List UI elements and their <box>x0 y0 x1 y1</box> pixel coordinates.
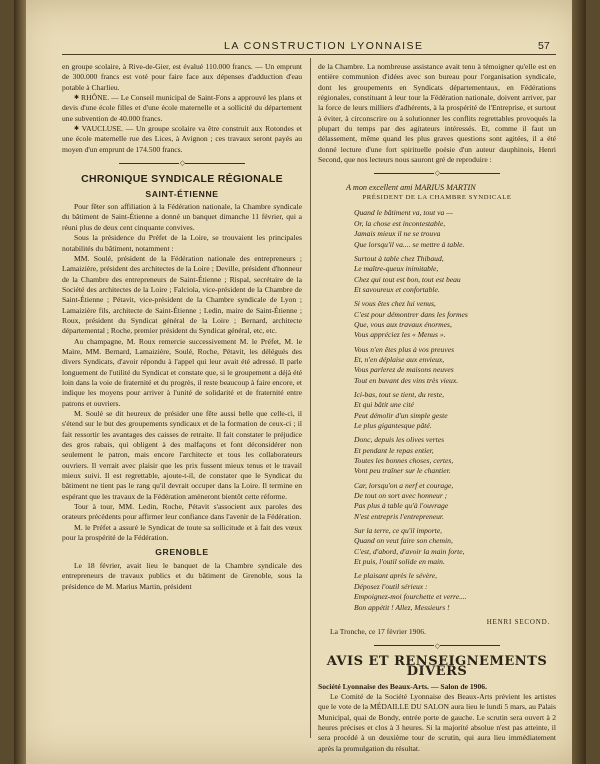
poem-line: Peut démolir d'un simple geste <box>354 410 448 420</box>
poem-line: Donc, depuis les olives vertes <box>354 435 445 445</box>
header-rule <box>62 54 556 55</box>
poem-line: Car, lorsqu'on a nerf et courage, <box>354 480 454 490</box>
poem-line: Surtout à table chez Thibaud, <box>354 253 444 263</box>
poem-line: De tout on sort avec honneur ; <box>354 491 448 501</box>
left-column <box>62 62 302 592</box>
poem-title: A mon excellent ami MARIUS MARTIN <box>346 182 476 192</box>
poem-line: C'est, d'abord, d'avoir la main forte, <box>354 546 465 556</box>
ornament-divider: ◇ <box>318 168 556 178</box>
poem-line: Et qui bâtit une cité <box>354 400 414 410</box>
page-edge-shadow <box>572 0 586 764</box>
poem-line: Le maître-queux inimitable, <box>354 264 439 274</box>
asterisk-icon: ✱ <box>74 126 80 133</box>
body-paragraph: M. Soulé se dit heureux de présider une fête aussi belle que celle-ci, il s'étend sur le but des groupements syndicaux et de la formation de ceux-ci ; il fait ressortir les avantages des caisses de retraite. Il fait constater le préjudice des gros rabais, qui obligent à des malfaçons et font déconsidérer non seulement le patron, mais encore l'architecte et tous les collaborateurs ouvriers. Il verrait avec plaisir que les prix fussent mieux tenus et le travail mieux suivi. Il est regrettable, ajoute-t-il, de constater que le Syndicat du bâtiment ne tient pas le rang qu'il devrait occuper dans la Loire. Il termine en espérant que les travaux de la Fédération amèneront bientôt cette réforme. <box>62 409 302 501</box>
poem-stanza <box>318 481 556 522</box>
section-title: AVIS ET RENSEIGNEMENTS DIVERS <box>326 653 548 680</box>
poem-line: Quand on veut faire son chemin, <box>354 536 453 546</box>
poem-line: Déposez l'outil sérieux : <box>354 581 428 591</box>
body-paragraph: Le Comité de la Société Lyonnaise des Beaux-Arts prévient les artistes que le vote de la MÉDAILLE DU SALON aura lieu le lundi 5 mars, au Palais Municipal, quai de Bondy, entrée porte de gauche. Le scrutin sera ouvert à 2 heures précises et clos à 3 heures. Si la majorité absolue n'est pas atteinte, il sera procédé à un deuxième tour de scrutin, qui aura lieu immédiatement après la promulgation du résultat. <box>318 691 556 753</box>
body-paragraph: Pour fêter son affiliation à la Fédération nationale, la Chambre syndicale du bâtiment de Saint-Étienne a donné un banquet dimanche 11 février, qui a réuni plus de deux cent cinquante convives. <box>62 202 302 232</box>
poem-stanza <box>318 345 556 386</box>
intro-paragraph: ✱ VAUCLUSE. — Un groupe scolaire va être construit aux Rotondes et une école maternelle rue des Lices, à Avignon ; ces travaux seront payés au moyen d'un emprunt de 174.500 francs. <box>62 124 302 154</box>
poem-line: Tout en buvant des vins très vieux. <box>354 375 459 385</box>
body-paragraph: de la Chambre. La nombreuse assistance avait tenu à témoigner qu'elle est en entière communion d'idées avec son bureau pour l'organisation syndicale, dont les groupements en Syndicats départementaux, en Fédérations régionales, constituant à leur tour la Fédération nationale, doivent arriver, par la force de leurs milliers d'adhérents, à la prospérité de l'Entreprise, et surtout à éviter, à circonscrire ou à solutionner les conflits regrettables provoqués la plupart du temps par des agitateurs intéressés. Et, comme il faut un délassement, même quand les plus graves questions sont agitées, il a été donné lecture d'une fort spirituelle poésie d'un auteur dauphinois, Henri Second, que nos lecteurs nous sauront gré de reproduire : <box>318 62 556 165</box>
body-paragraph: MM. Soulé, président de la Fédération nationale des entrepreneurs ; Lamaizière, président des architectes de la Loire ; Deville, président d'honneur de la Chambre des entrepreneurs de Saint-Étienne ; Rispal, secrétaire de la Société des architectes de la Loire ; Falciola, vice-président de la Chambre de Saint-Étienne ; Pétavit, vice-président de la Chambre syndicale de Lyon ; Lamaizière fils, architecte de Saint-Étienne ; Ledin, maire de Saint-Étienne ; Roux, président du Syndicat général de la Loire ; Bernard, architecte départemental ; Roche, premier président du Syndicat général, etc, etc. <box>62 253 302 336</box>
poem-line: Jamais mieux il ne se trouva <box>354 229 441 239</box>
poem-line: Pas plus à table qu'à l'ouvrage <box>354 501 449 511</box>
poem-line: Vous parlerez de maisons neuves <box>354 365 454 375</box>
intro-paragraph: en groupe scolaire, à Rive-de-Gier, est évalué 110.000 francs. — Un emprunt de 300.000 francs est voté pour faire face aux dépenses d'adduction d'eau potable à Charlieu. <box>62 62 302 92</box>
poem-line: Le plus gigantesque pâté. <box>354 421 432 430</box>
poem-line: Que, vous aux travaux énormes, <box>354 319 452 329</box>
asterisk-icon: ✱ <box>74 95 80 102</box>
poem-line: Chez qui tout est bon, tout est beau <box>354 274 461 284</box>
place-date: La Tronche, ce 17 février 1906. <box>330 627 426 637</box>
poem-stanza <box>318 526 556 567</box>
poem-signature: HENRI SECOND. <box>486 617 550 626</box>
subsection-title: SAINT-ÉTIENNE <box>145 188 219 199</box>
running-header: LA CONSTRUCTION LYONNAISE <box>224 40 424 52</box>
intro-paragraph: ✱ RHÔNE. — Le Conseil municipal de Saint-Fons a approuvé les plans et devis d'une école filles et d'une école maternelle et a sollicité du département une subvention de 40.000 francs. <box>62 93 302 123</box>
poem-line: Et savoureux et confortable. <box>354 284 440 294</box>
poem-line: Quand le bâtiment va, tout va — <box>354 208 453 218</box>
poem-stanza <box>318 390 556 431</box>
section-title: CHRONIQUE SYNDICALE RÉGIONALE <box>81 173 283 186</box>
poem-line: Empoignez-moi fourchette et verre.... <box>354 592 467 602</box>
poem-line: C'est pour démontrer dans les formes <box>354 309 468 319</box>
poem-stanza <box>318 571 556 612</box>
poem-line: Vous n'en êtes plus à vos preuves <box>354 344 455 354</box>
poem-line: Que lorsqu'il va.... se mettre à table. <box>354 239 465 249</box>
notice-subtitle: Société Lyonnaise des Beaux-Arts. — Salon de 1906. <box>318 681 487 691</box>
poem-line: Le plaisant après le sévère, <box>354 571 438 581</box>
poem-line: Et pendant le repas entier, <box>354 445 434 455</box>
poem-stanza <box>318 208 556 249</box>
poem <box>318 208 556 612</box>
page-gutter-shadow <box>14 0 26 764</box>
subsection-title: GRENOBLE <box>155 547 209 558</box>
poem-line: Et, n'en déplaise aux envieux, <box>354 354 445 364</box>
poem-stanza <box>318 254 556 295</box>
journal-page <box>14 0 586 764</box>
poem-line: Or, la chose est incontestable, <box>354 218 446 228</box>
column-divider <box>310 58 311 738</box>
poem-line: Vous appréciez les « Menus ». <box>354 330 446 340</box>
poem-subtitle: PRÉSIDENT DE LA CHAMBRE SYNDICALE <box>362 194 512 202</box>
poem-line: Bon appétit ! Allez, Messieurs ! <box>354 602 450 612</box>
body-paragraph: Au champagne, M. Roux remercie successivement M. le Préfet, M. le Maire, MM. Bernard, Lamaizière, Soulé, Roche, Pétavit, les délégués des divers Syndicats, d'avoir répondu à l'appel qui leur avait été adressé. Il parle longuement de l'utilité du Syndicat et constate que, si le groupement a déjà été loin dans la voie de fraternité et du progrès, il reste beaucoup à faire encore, et indique les moyens pour arriver à l'unité de solidarité et de fraternité entre patrons et ouvriers. <box>62 336 302 408</box>
poem-line: Si vous êtes chez lui venus, <box>354 299 436 309</box>
poem-line: Ici-bas, tout se tient, du reste, <box>354 389 444 399</box>
poem-line: Vont peu traîner sur le chantier. <box>354 466 451 476</box>
poem-line: N'est entrepris l'entrepreneur. <box>354 511 444 521</box>
page-number: 57 <box>538 40 550 52</box>
poem-line: Sur la terre, ce qu'il importe, <box>354 526 443 536</box>
right-column <box>318 62 556 754</box>
ornament-divider: ◇ <box>318 641 556 651</box>
poem-stanza <box>318 435 556 476</box>
poem-stanza <box>318 299 556 340</box>
body-paragraph: Tour à tour, MM. Ledin, Roche, Pétavit s'associent aux paroles des orateurs précédents pour affirmer leur confiance dans l'avenir de la Fédération. <box>62 502 302 522</box>
poem-line: Toutes les bonnes choses, certes, <box>354 456 454 466</box>
ornament-divider: ◇ <box>62 158 302 168</box>
body-paragraph: Le 18 février, avait lieu le banquet de la Chambre syndicale des entrepreneurs de travaux publics et du bâtiment de Grenoble, sous la présidence de M. Marius Martin, président <box>62 560 302 591</box>
body-paragraph: Sous la présidence du Préfet de la Loire, se trouvaient les principales notabilités du bâtiment, notamment : <box>62 233 302 253</box>
poem-line: Et puis, l'outil solide en main. <box>354 557 445 567</box>
body-paragraph: M. le Préfet a assuré le Syndicat de toute sa sollicitude et à fait des vœux pour la prospérité de la Fédération. <box>62 522 302 543</box>
